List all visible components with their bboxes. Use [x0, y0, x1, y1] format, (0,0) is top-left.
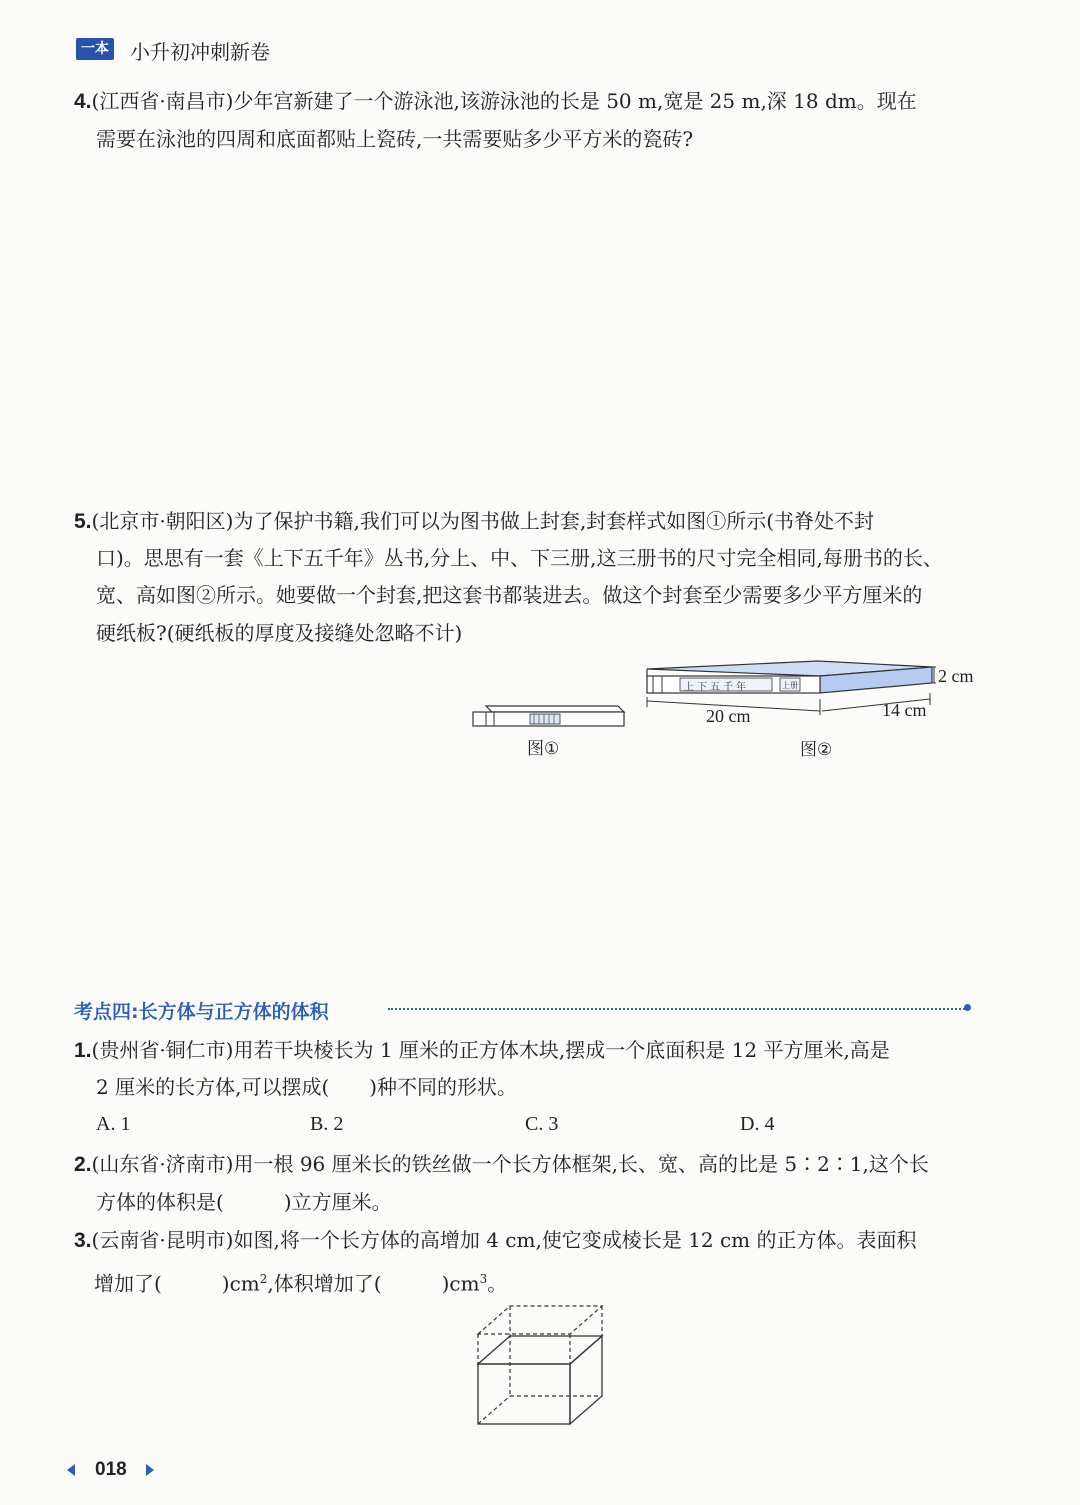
question-4-line-1 [74, 89, 917, 114]
section-q1-number: 1. [74, 1039, 92, 1062]
section-q3-text-2b: ,体积增加了( )cm [267, 1271, 480, 1296]
choice-c[interactable]: C. 3 [525, 1113, 559, 1135]
figure-1-sleeve [468, 700, 630, 734]
section-q1-text-1: (贵州省·铜仁市)用若干块棱长为 1 厘米的正方体木块,摆成一个底面积是 12 平方厘米,高是 [91, 1038, 890, 1062]
section-q2-line-2: 方体的体积是( )立方厘米。 [96, 1190, 392, 1214]
prev-page-icon[interactable] [67, 1464, 75, 1476]
section-divider [388, 1008, 968, 1010]
section-divider-dot [964, 1004, 971, 1011]
section-q3-line-1 [74, 1228, 917, 1253]
question-5-line-4: 硬纸板?(硬纸板的厚度及接缝处忽略不计) [96, 621, 463, 645]
choice-b[interactable]: B. 2 [310, 1113, 344, 1135]
section-q3-text-2c: 。 [487, 1271, 508, 1296]
section-q1-line-1 [74, 1038, 890, 1063]
publisher-logo: 一本 [76, 38, 114, 60]
question-5-line-2: 口)。思思有一套《上下五千年》丛书,分上、中、下三册,这三册书的尺寸完全相同,每册书的长、 [96, 546, 943, 570]
section-q3-number: 3. [74, 1229, 92, 1252]
choice-d[interactable]: D. 4 [740, 1113, 775, 1135]
question-5-number: 5. [74, 510, 92, 533]
question-4-line-2: 需要在泳池的四周和底面都贴上瓷砖,一共需要贴多少平方米的瓷砖? [96, 127, 694, 151]
superscript-3: 3 [479, 1272, 488, 1286]
page-number: 018 [95, 1459, 127, 1480]
dimension-length-label: 20 cm [706, 706, 751, 726]
section-q3-text-1: (云南省·昆明市)如图,将一个长方体的高增加 4 cm,使它变成棱长是 12 cm 的正方体。表面积 [91, 1228, 917, 1252]
superscript-2: 2 [259, 1272, 268, 1286]
section-q2-text-1: (山东省·济南市)用一根 96 厘米长的铁丝做一个长方体框架,长、宽、高的比是 5∶2∶1,这个长 [91, 1152, 929, 1176]
book-spine-title: 上下五千年 [684, 682, 749, 693]
choice-a[interactable]: A. 1 [96, 1113, 131, 1135]
section-q1-line-2: 2 厘米的长方体,可以摆成( )种不同的形状。 [96, 1075, 518, 1099]
next-page-icon[interactable] [146, 1464, 154, 1476]
section-q3-line-2 [94, 1267, 507, 1296]
section-q3-text-2a: 增加了( )cm [94, 1271, 260, 1296]
question-5-line-3: 宽、高如图②所示。她要做一个封套,把这套书都装进去。做这个封套至少需要多少平方厘米的 [96, 583, 923, 607]
book-spine-volume: 上册 [782, 681, 798, 690]
question-4-number: 4. [74, 90, 92, 113]
cube-figure [470, 1300, 610, 1430]
question-4-text-1: (江西省·南昌市)少年宫新建了一个游泳池,该游泳池的长是 50 m,宽是 25 m,深 18 dm。现在 [91, 89, 917, 113]
section-q2-number: 2. [74, 1153, 92, 1176]
question-5-text-1: (北京市·朝阳区)为了保护书籍,我们可以为图书做上封套,封套样式如图①所示(书脊处不封 [91, 509, 874, 533]
book-title: 小升初冲刺新卷 [130, 40, 270, 64]
question-5-line-1 [74, 509, 874, 534]
figure-1-label: 图① [527, 739, 560, 759]
dimension-width-label: 14 cm [882, 700, 927, 720]
figure-2-label: 图② [800, 740, 833, 760]
section-q2-line-1 [74, 1152, 929, 1177]
section-4-title: 考点四:长方体与正方体的体积 [74, 1001, 329, 1023]
dimension-height-label: 2 cm [938, 666, 974, 686]
